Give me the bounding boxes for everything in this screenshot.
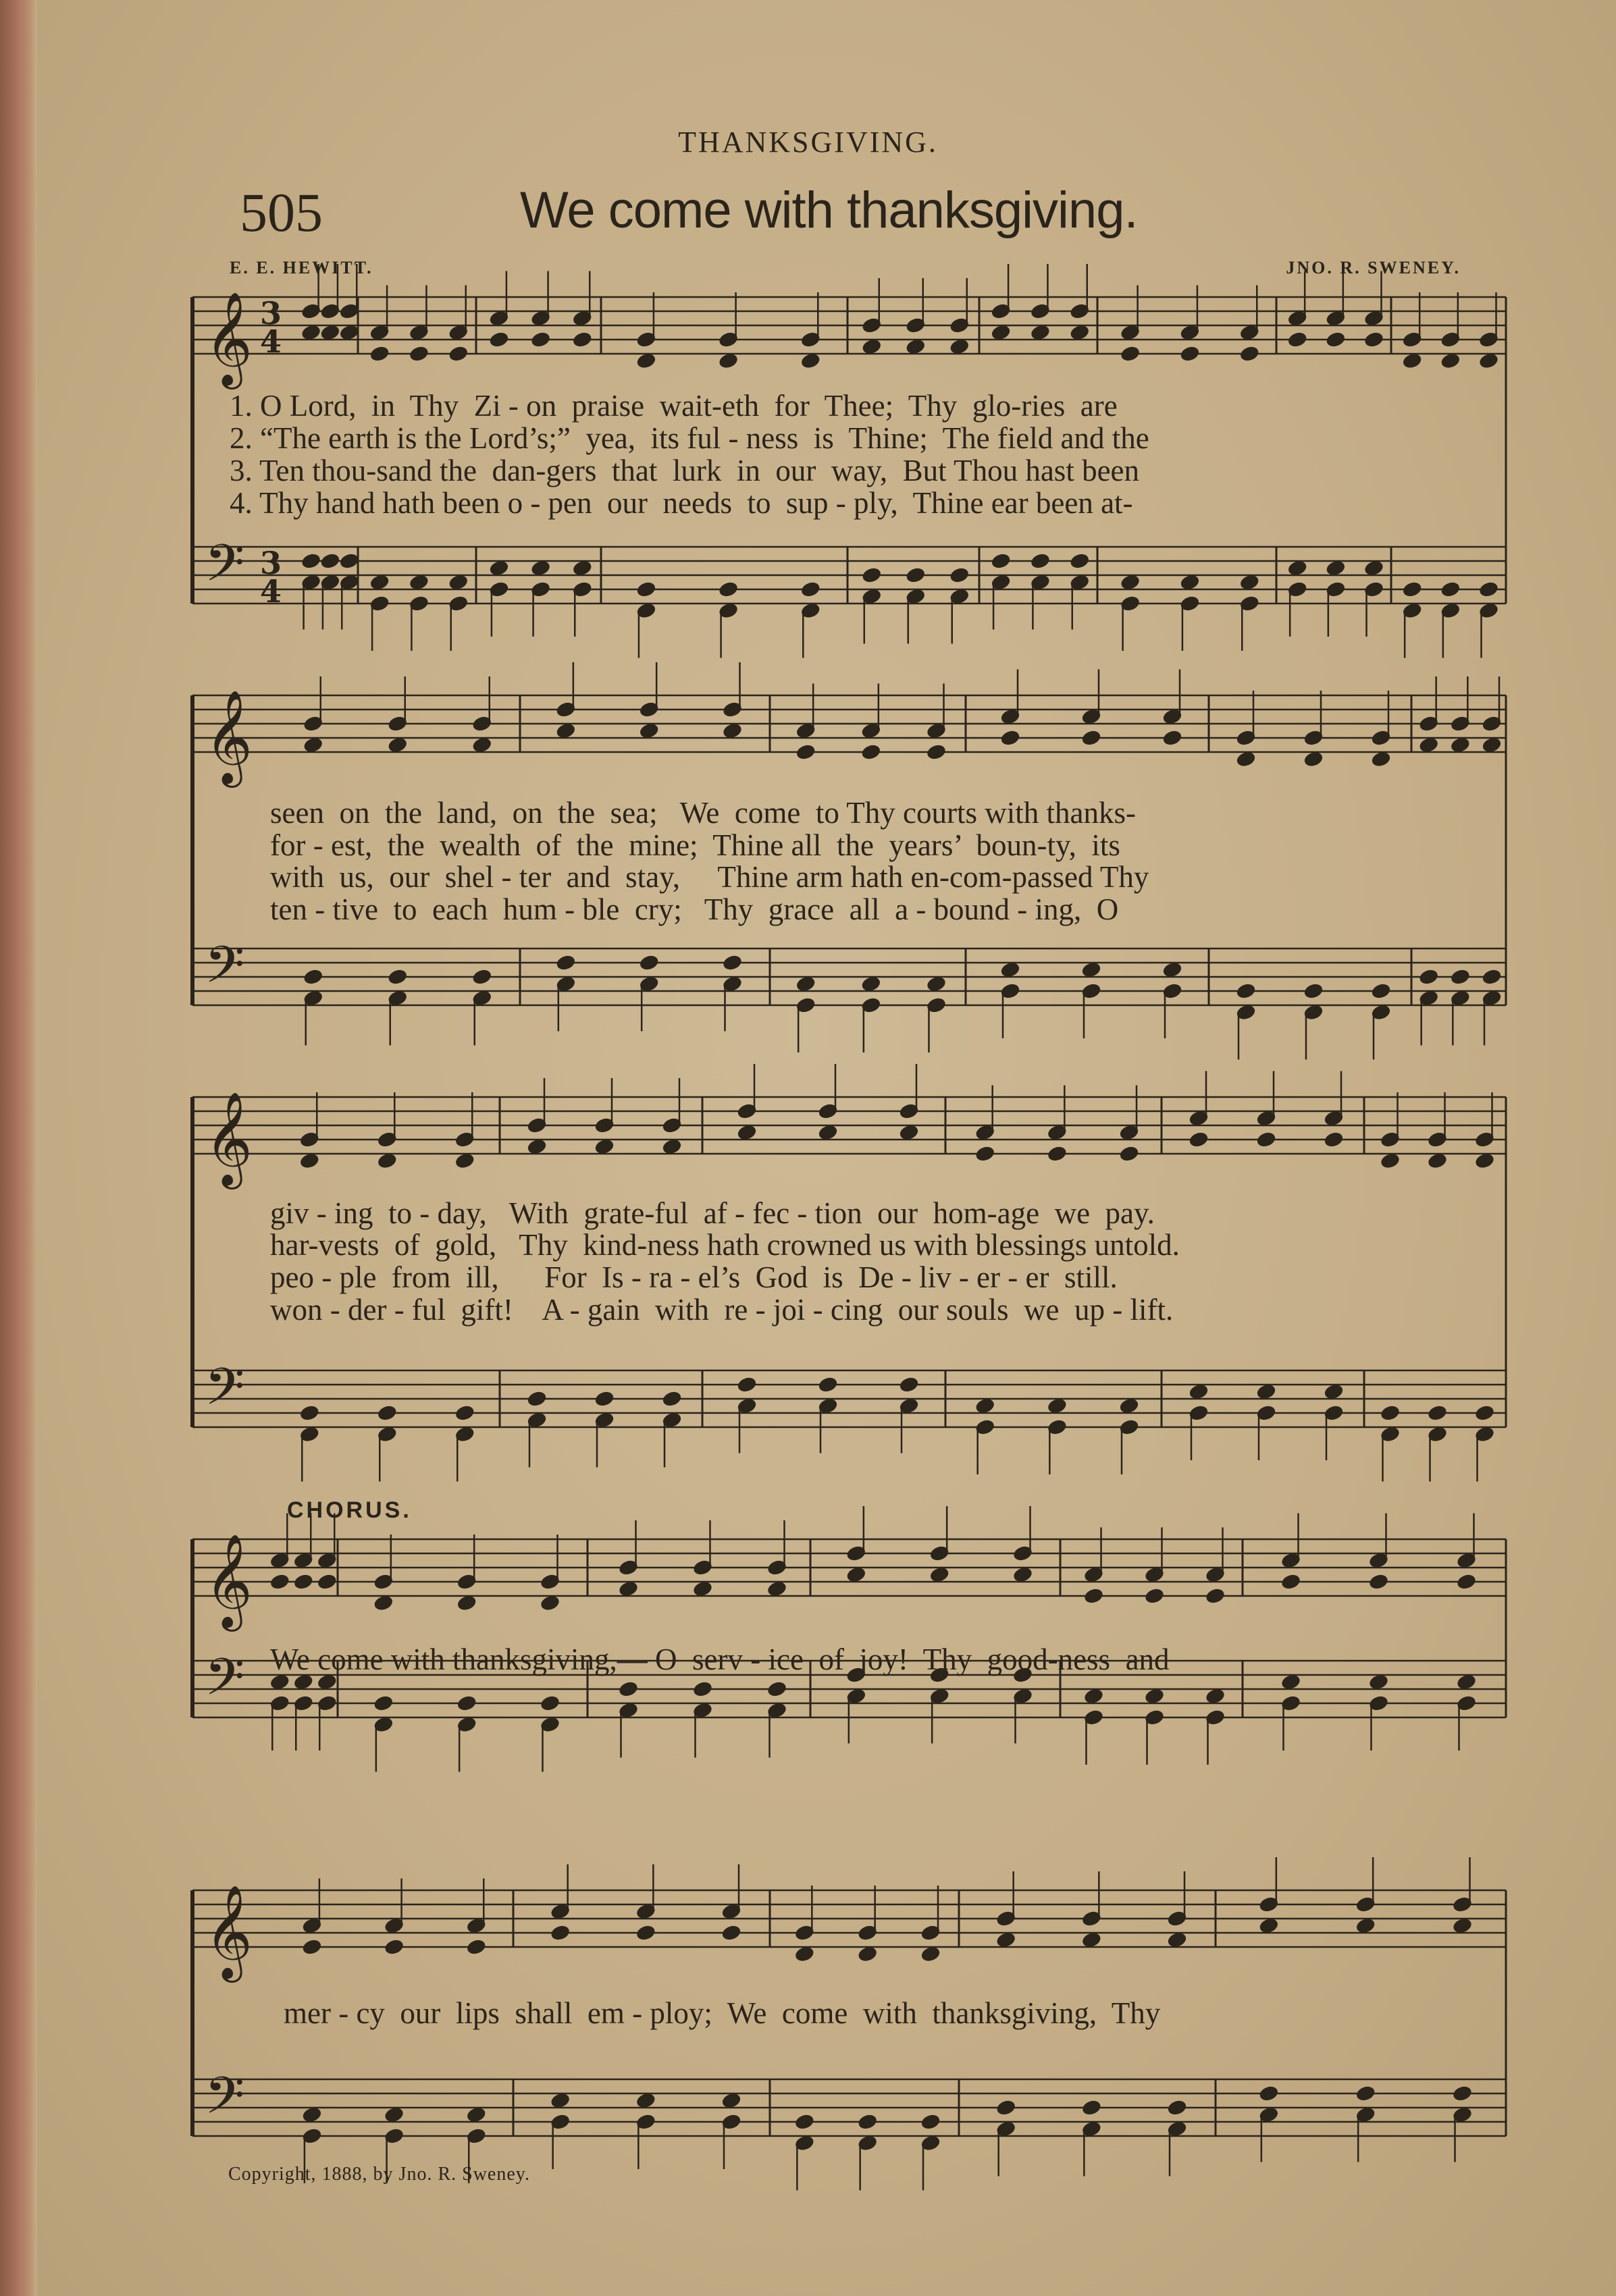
note-head: [1069, 552, 1090, 570]
note-head: [800, 352, 821, 370]
note-head: [1368, 1573, 1389, 1591]
note-head: [861, 976, 882, 993]
time-signature: 4: [260, 323, 282, 360]
note-head: [572, 331, 593, 348]
note-head: [1030, 552, 1051, 570]
note-head: [1259, 1917, 1280, 1935]
time-signature: 3: [260, 545, 282, 581]
note-head: [1180, 345, 1201, 363]
note-head: [369, 345, 390, 363]
note-head: [1236, 751, 1257, 768]
note-head: [796, 743, 816, 761]
note-head: [1355, 2085, 1376, 2102]
note-head: [1478, 581, 1499, 598]
note-head: [299, 1152, 320, 1170]
note-head: [369, 574, 390, 591]
note-head: [636, 581, 657, 598]
note-head: [1000, 729, 1021, 747]
note-head: [384, 2106, 405, 2124]
note-head: [1280, 1573, 1301, 1591]
note-head: [899, 1124, 920, 1142]
note-head: [1287, 560, 1308, 577]
note-head: [1189, 1383, 1209, 1401]
note-head: [1167, 2099, 1188, 2116]
note-head: [929, 1566, 950, 1584]
note-head: [1000, 961, 1021, 979]
note-head: [926, 743, 947, 761]
note-head: [1256, 1131, 1277, 1148]
verse-1-line-1: 1. O Lord, in Thy Zi - on praise wait-eth for Thee; Thy glo-ries are: [230, 389, 1118, 423]
note-head: [1120, 574, 1141, 591]
verse-4-line-2: ten - tive to each hum - ble cry; Thy grace all a - bound - ing, O: [270, 892, 1119, 926]
chorus-line-1: We come with thanksgiving,— O serv - ice of joy! Thy good-ness and: [270, 1643, 1170, 1676]
note-head: [635, 2092, 656, 2110]
note-head: [299, 1404, 320, 1422]
note-head: [1081, 961, 1102, 979]
hymn-number: 505: [240, 182, 323, 243]
note-head: [718, 352, 739, 370]
note-head: [1326, 331, 1347, 348]
note-head: [1047, 1145, 1068, 1163]
note-head: [269, 1573, 290, 1591]
note-head: [1119, 1397, 1140, 1415]
note-head: [800, 581, 821, 598]
note-head: [1474, 1152, 1495, 1170]
note-head: [920, 2113, 941, 2131]
note-head: [339, 552, 360, 570]
note-head: [320, 552, 341, 570]
note-head: [636, 352, 657, 370]
note-head: [1427, 1152, 1448, 1170]
note-head: [466, 1938, 487, 1956]
note-head: [594, 1390, 615, 1408]
note-head: [639, 954, 660, 971]
verse-2-line-3: har-vests of gold, Thy kind-ness hath crowned us with blessings untold.: [270, 1228, 1180, 1262]
note-head: [457, 1694, 477, 1712]
note-head: [1355, 1917, 1376, 1935]
note-head: [1239, 574, 1260, 591]
note-head: [377, 1152, 398, 1170]
note-head: [846, 1566, 867, 1584]
verse-1-line-2: seen on the land, on the sea; We come to Thy courts with thanks-: [270, 796, 1136, 830]
note-head: [373, 1694, 394, 1712]
note-head: [857, 1946, 878, 1963]
note-head: [692, 1680, 713, 1698]
note-head: [662, 1138, 683, 1156]
note-head: [1450, 737, 1471, 754]
note-head: [1081, 2099, 1102, 2116]
note-head: [1324, 1383, 1345, 1401]
note-head: [1402, 352, 1423, 370]
note-head: [384, 1938, 405, 1956]
note-head: [1287, 331, 1308, 348]
note-head: [1482, 968, 1503, 986]
note-head: [722, 722, 743, 740]
note-head: [639, 722, 660, 740]
note-head: [721, 2092, 742, 2110]
note-head: [618, 1680, 639, 1698]
note-head: [1482, 737, 1503, 754]
note-head: [556, 954, 577, 971]
note-head: [1440, 352, 1461, 370]
note-head: [1427, 1404, 1448, 1422]
note-head: [861, 566, 882, 584]
note-head: [949, 338, 970, 356]
note-head: [818, 1124, 839, 1142]
note-head: [1083, 1587, 1104, 1605]
note-head: [1162, 961, 1183, 979]
verse-3-line-2: with us, our shel - ter and stay, Thine arm hath en-com-passed Thy: [270, 860, 1149, 894]
note-head: [974, 1397, 995, 1415]
note-head: [1162, 729, 1183, 747]
note-head: [1205, 1587, 1226, 1605]
note-head: [1189, 1131, 1209, 1148]
note-head: [457, 1595, 477, 1612]
note-head: [409, 574, 429, 591]
verse-2-line-1: 2. “The earth is the Lord’s;” yea, its ful - ness is Thine; The field and the: [230, 421, 1149, 455]
verse-2-line-2: for - est, the wealth of the mine; Thine all the years’ boun-ty, its: [270, 828, 1120, 862]
note-head: [1120, 345, 1141, 363]
note-head: [766, 1580, 787, 1598]
note-head: [861, 338, 882, 356]
note-head: [857, 2113, 878, 2131]
note-head: [1478, 352, 1499, 370]
note-head: [692, 1580, 713, 1598]
note-head: [737, 1376, 758, 1393]
note-head: [737, 1124, 758, 1142]
section-heading: THANKSGIVING.: [678, 126, 938, 159]
note-head: [1081, 729, 1102, 747]
note-head: [718, 581, 739, 598]
hymn-title: We come with thanksgiving.: [520, 182, 1138, 239]
note-head: [301, 324, 321, 342]
note-head: [920, 1946, 941, 1963]
treble-clef-icon: 𝄞: [205, 1885, 253, 1979]
bass-clef-icon: 𝄢: [205, 935, 245, 1007]
note-head: [1474, 1404, 1495, 1422]
note-head: [721, 1924, 742, 1942]
bass-clef-icon: 𝄢: [205, 1357, 245, 1429]
chorus-line-2: mer - cy our lips shall em - ploy; We come with thanksgiving, Thy: [284, 1996, 1161, 2030]
note-head: [302, 2106, 323, 2124]
copyright-notice: Copyright, 1888, by Jno. R. Sweney.: [228, 2164, 530, 2185]
note-head: [339, 324, 360, 342]
note-head: [1167, 1931, 1188, 1949]
note-head: [1144, 1688, 1165, 1705]
note-head: [926, 976, 947, 993]
note-head: [293, 1573, 314, 1591]
note-head: [1440, 581, 1461, 598]
note-head: [1236, 982, 1257, 1000]
note-head: [530, 331, 551, 348]
treble-clef-icon: 𝄞: [205, 1534, 253, 1628]
note-head: [387, 968, 408, 986]
note-head: [1363, 331, 1384, 348]
note-head: [1303, 751, 1324, 768]
note-head: [995, 2099, 1016, 2116]
note-head: [454, 1152, 475, 1170]
note-head: [1259, 2085, 1280, 2102]
verse-1-line-3: giv - ing to - day, With grate-ful af - fec - tion our hom-age we pay.: [270, 1196, 1155, 1230]
note-head: [540, 1595, 561, 1612]
note-head: [1402, 581, 1423, 598]
treble-clef-icon: 𝄞: [205, 292, 253, 385]
composer-credit: JNO. R. SWENEY.: [1286, 258, 1461, 277]
bass-clef-icon: 𝄢: [205, 1647, 245, 1719]
note-head: [899, 1376, 920, 1393]
note-head: [1083, 1688, 1104, 1705]
note-head: [1239, 345, 1260, 363]
note-head: [974, 1145, 995, 1163]
note-head: [1371, 982, 1392, 1000]
note-head: [1081, 1931, 1102, 1949]
note-head: [722, 954, 743, 971]
note-head: [471, 737, 492, 754]
note-head: [301, 552, 321, 570]
note-head: [550, 1924, 571, 1942]
note-head: [1030, 324, 1051, 342]
treble-clef-icon: 𝄞: [205, 1092, 253, 1185]
note-head: [320, 324, 341, 342]
note-head: [796, 976, 816, 993]
note-head: [454, 1404, 475, 1422]
note-head: [1452, 2085, 1473, 2102]
note-head: [794, 2113, 815, 2131]
note-head: [448, 345, 469, 363]
note-head: [861, 743, 882, 761]
verse-4-line-1: 4. Thy hand hath been o - pen our needs to sup - ply, Thine ear been at-: [230, 486, 1133, 520]
note-head: [489, 331, 510, 348]
note-head: [302, 1938, 323, 1956]
note-head: [1047, 1397, 1068, 1415]
note-head: [303, 737, 323, 754]
note-head: [373, 1595, 394, 1612]
note-head: [550, 2092, 571, 2110]
note-head: [618, 1580, 639, 1598]
note-head: [387, 737, 408, 754]
verse-4-line-3: won - der - ful gift! A - gain with re - joi - cing our souls we up - lift.: [270, 1293, 1174, 1327]
note-head: [995, 1931, 1016, 1949]
note-head: [1380, 1152, 1401, 1170]
note-head: [530, 560, 551, 577]
chorus-label: CHORUS.: [287, 1497, 412, 1523]
note-head: [1452, 1917, 1473, 1935]
note-head: [1012, 1566, 1033, 1584]
note-head: [766, 1680, 787, 1698]
note-head: [1418, 737, 1439, 754]
verse-3-line-1: 3. Ten thou-sand the dan-gers that lurk in our way, But Thou hast been: [230, 454, 1140, 487]
verse-3-line-3: peo - ple from ill, For Is - ra - el’s God is De - liv - er - er still.: [270, 1260, 1118, 1294]
note-head: [991, 552, 1012, 570]
note-head: [1450, 968, 1471, 986]
note-head: [471, 968, 492, 986]
note-head: [1326, 560, 1347, 577]
treble-clef-icon: 𝄞: [205, 690, 253, 784]
note-head: [572, 560, 593, 577]
note-head: [540, 1694, 561, 1712]
note-head: [662, 1390, 683, 1408]
note-head: [594, 1138, 615, 1156]
note-head: [1180, 574, 1201, 591]
note-head: [409, 345, 429, 363]
note-head: [377, 1404, 398, 1422]
note-head: [556, 722, 577, 740]
note-head: [303, 968, 323, 986]
note-head: [1380, 1404, 1401, 1422]
note-head: [1069, 324, 1090, 342]
note-head: [1256, 1383, 1277, 1401]
note-head: [489, 560, 510, 577]
note-head: [317, 1573, 338, 1591]
note-head: [991, 324, 1012, 342]
note-head: [1324, 1131, 1345, 1148]
note-head: [905, 338, 926, 356]
note-head: [527, 1390, 548, 1408]
note-head: [818, 1376, 839, 1393]
time-signature: 3: [260, 295, 282, 331]
note-head: [1363, 560, 1384, 577]
note-head: [448, 574, 469, 591]
note-head: [1144, 1587, 1165, 1605]
note-head: [1456, 1573, 1477, 1591]
lyricist-credit: E. E. HEWITT.: [230, 258, 373, 277]
note-head: [466, 2106, 487, 2124]
note-head: [1303, 982, 1324, 1000]
note-head: [949, 566, 970, 584]
note-head: [1205, 1688, 1226, 1705]
note-head: [635, 1924, 656, 1942]
note-head: [1119, 1145, 1140, 1163]
note-head: [527, 1138, 548, 1156]
note-head: [1371, 751, 1392, 768]
time-signature: 4: [260, 573, 282, 610]
bass-clef-icon: 𝄢: [205, 2066, 245, 2138]
note-head: [794, 1946, 815, 1963]
bass-clef-icon: 𝄢: [205, 533, 245, 606]
note-head: [1418, 968, 1439, 986]
note-head: [905, 566, 926, 584]
